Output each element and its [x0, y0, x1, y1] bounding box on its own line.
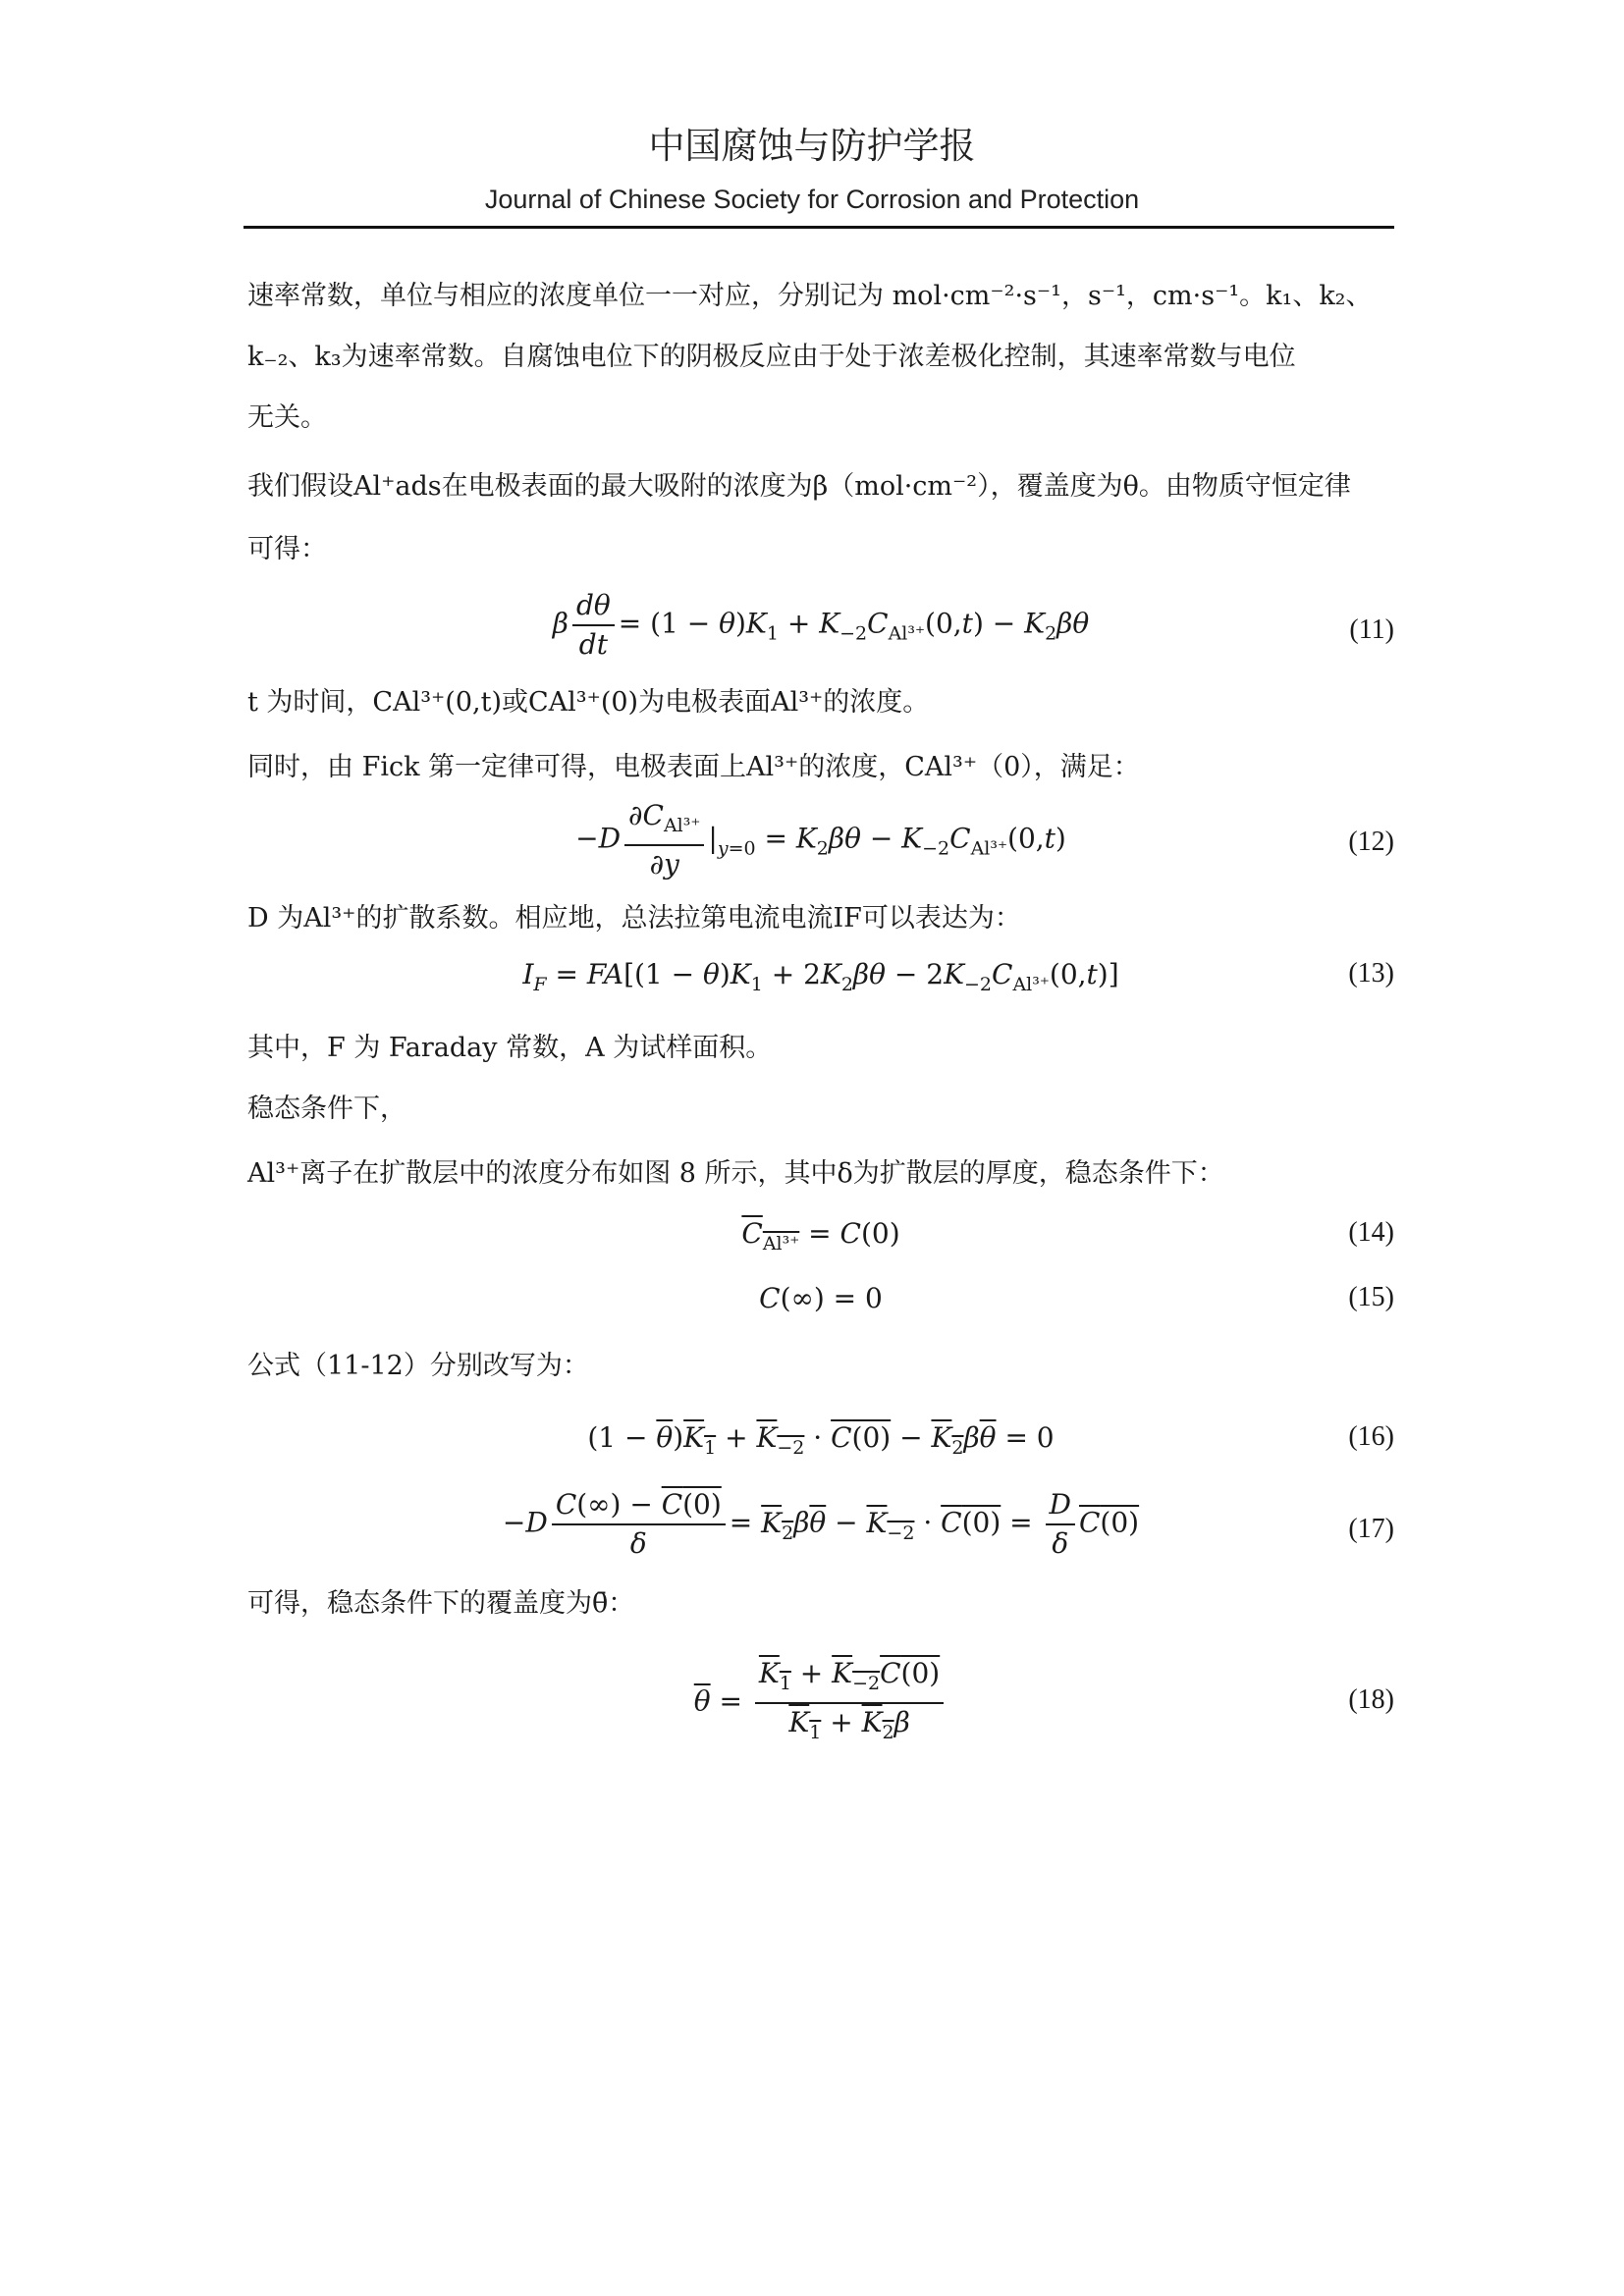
- equation-number: (18): [1348, 1684, 1394, 1715]
- journal-title-chinese: 中国腐蚀与防护学报: [648, 125, 976, 167]
- fraction: $\frac{D}{\delta}$: [1046, 1486, 1075, 1563]
- equation-16: [247, 1421, 1394, 1470]
- equation-17-body: −D $\frac{C(\infty) - C(0)}{\delta}$ = $K_2\beta\overline{\theta} - K_{-2} \cdot C(0)$ = $\frac{D}{\delta}$ C(0): [247, 1486, 1394, 1563]
- equation-12-body: −D $\frac{\partial C_{Al^{3+}}}{\partial y}$ $|_{y=0} = K_2\beta\theta - K_{-2}C_{Al^{3+}}(0,t)$: [247, 797, 1394, 883]
- paragraph-line: 公式（11-12）分别改写为：: [247, 1351, 589, 1381]
- equation-11: [247, 587, 1394, 685]
- paragraph-line: 稳态条件下，: [247, 1094, 406, 1124]
- equation-number: (11): [1349, 614, 1394, 645]
- paragraph-line: 可得：: [247, 534, 327, 564]
- equation-number: (15): [1348, 1282, 1394, 1312]
- equation-number: (16): [1348, 1421, 1394, 1452]
- fraction: $\frac{d\theta}{dt}$: [572, 587, 615, 664]
- equation-17: [247, 1486, 1394, 1584]
- equation-number: (14): [1348, 1217, 1394, 1248]
- paragraph-line: 可得，稳态条件下的覆盖度为θ̄：: [247, 1588, 635, 1619]
- equation-15-body: C(∞) = 0: [759, 1282, 883, 1314]
- paragraph-line: Al³⁺离子在扩散层中的浓度分布如图 8 所示，其中δ为扩散层的厚度，稳态条件下：: [247, 1158, 1224, 1189]
- equation-14: [247, 1217, 1394, 1266]
- fraction: $\frac{K_1 + K_{-2}C(0)}{K_1 + K_2\beta}$: [755, 1655, 944, 1751]
- equation-13: [247, 958, 1394, 1007]
- paragraph-line: 同时，由 Fick 第一定律可得，电极表面上Al³⁺的浓度，CAl³⁺（0），满足：: [247, 752, 1140, 782]
- equation-15: [247, 1282, 1394, 1331]
- equation-18: [247, 1655, 1394, 1753]
- paragraph-line: t 为时间，CAl³⁺(0,t)或CAl³⁺(0)为电极表面Al³⁺的浓度。: [247, 687, 930, 718]
- paragraph-line: k₋₂、k₃为速率常数。自腐蚀电位下的阴极反应由于处于浓差极化控制，其速率常数与电位: [247, 342, 1296, 372]
- paragraph-line: D 为Al³⁺的扩散系数。相应地，总法拉第电流电流IF可以表达为：: [247, 903, 1021, 934]
- equation-number: (13): [1348, 958, 1394, 988]
- paragraph-line: 速率常数，单位与相应的浓度单位一一对应，分别记为 mol·cm⁻²·s⁻¹，s⁻¹，cm·s⁻¹。k₁、k₂、: [247, 281, 1373, 311]
- equation-number: (12): [1348, 827, 1394, 857]
- header-divider: [244, 226, 1394, 229]
- fraction: $\frac{C(\infty) - C(0)}{\delta}$: [552, 1486, 726, 1563]
- equation-11-body: β $\frac{d\theta}{dt}$ = $(1 - \theta)K_1 + K_{-2}C_{Al^{3+}}(0,t) - K_2\beta\theta$: [247, 587, 1394, 664]
- paragraph-line: 无关。: [247, 402, 327, 433]
- equation-12: [247, 797, 1394, 895]
- equation-13-body: $I_F = FA[(1 - \theta)K_1 + 2K_2\beta\theta - 2K_{-2}C_{Al^{3+}}(0,t)]$: [522, 958, 1119, 995]
- journal-title-english: Journal of Chinese Society for Corrosion and Protection: [484, 185, 1140, 214]
- paragraph-line: 我们假设Al⁺ads在电极表面的最大吸附的浓度为β（mol·cm⁻²），覆盖度为θ。由物质守恒定律: [247, 471, 1351, 502]
- equation-18-body: $\overline{\theta}$ = $\frac{K_1 + K_{-2}C(0)}{K_1 + K_2\beta}$: [247, 1655, 1394, 1751]
- fraction: $\frac{\partial C_{Al^{3+}}}{\partial y}$: [624, 797, 704, 883]
- paragraph-line: 其中，F 为 Faraday 常数，A 为试样面积。: [247, 1033, 773, 1063]
- equation-16-body: $(1 - \overline{\theta})K_1 + K_{-2} \cdot C(0) - K_2\beta\overline{\theta} = 0$: [587, 1421, 1055, 1459]
- equation-14-body: $C_{Al^{3+}} = C(0)$: [741, 1217, 900, 1255]
- equation-number: (17): [1348, 1514, 1394, 1544]
